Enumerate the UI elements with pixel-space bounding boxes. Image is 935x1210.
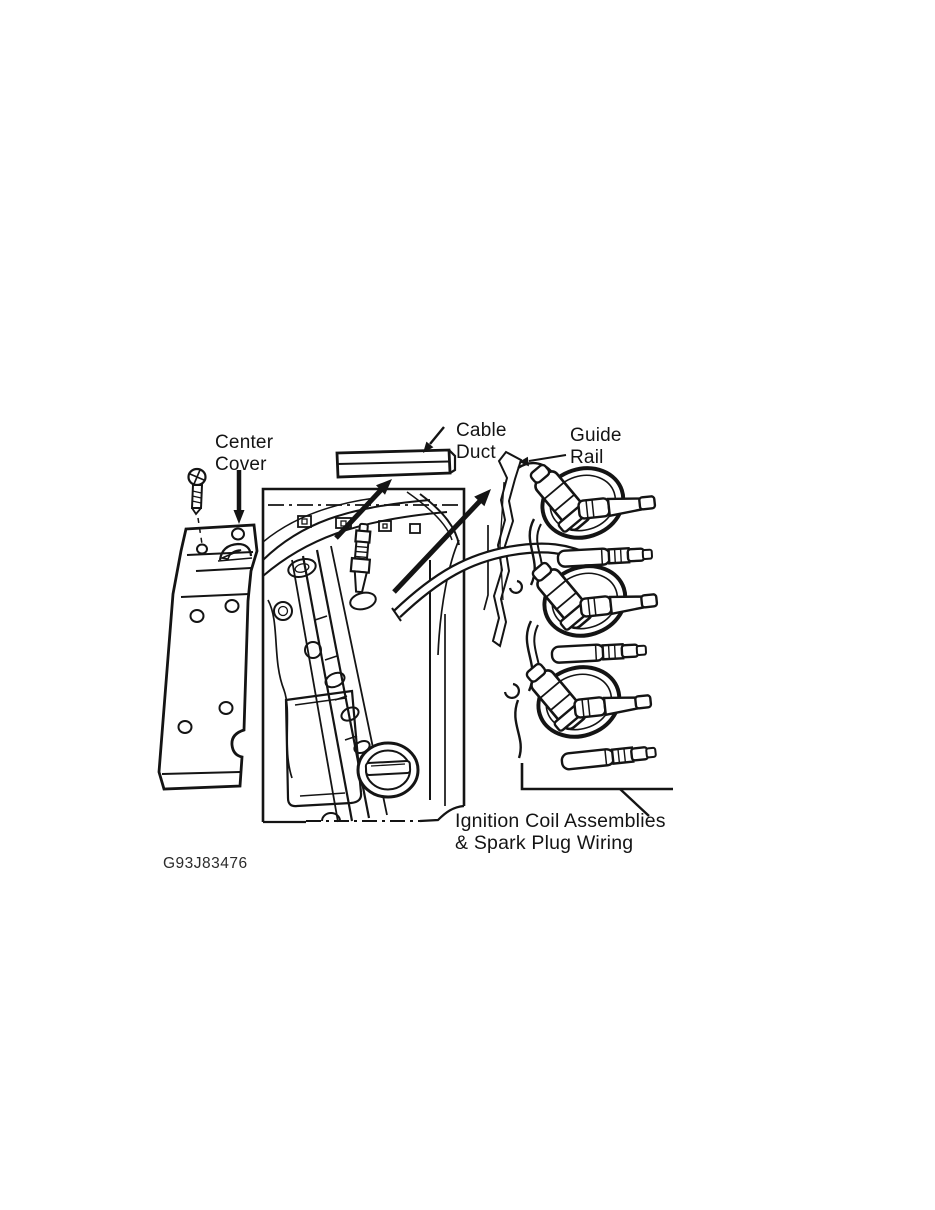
engine-closeup-drawing bbox=[263, 489, 464, 822]
spark-plug-drawing bbox=[349, 523, 373, 592]
spark-plug-wire-3 bbox=[561, 744, 656, 770]
ignition-coil-1 bbox=[522, 457, 656, 548]
ignition-coil-3 bbox=[518, 656, 652, 747]
guide-rail-label-line1: Guide bbox=[570, 425, 622, 446]
cable-duct-label-line1: Cable bbox=[456, 420, 507, 441]
oil-filler-cap-drawing bbox=[358, 743, 418, 797]
guide-rail-label-line2: Rail bbox=[570, 447, 604, 468]
center-cover-label-line1: Center bbox=[215, 432, 274, 453]
center-cover-drawing bbox=[159, 525, 257, 789]
ignition-coils-label-line2: & Spark Plug Wiring bbox=[455, 832, 634, 854]
coil-label-bracket bbox=[522, 763, 673, 816]
ignition-coil-2 bbox=[524, 555, 658, 646]
ignition-coils-label-line1: Ignition Coil Assemblies bbox=[455, 810, 666, 832]
center-cover-label bbox=[215, 432, 274, 475]
spark-plug-wire-1 bbox=[558, 546, 653, 567]
figure-code: G93J83476 bbox=[163, 855, 248, 872]
guide-rail-label bbox=[570, 425, 622, 468]
cable-duct-label-line2: Duct bbox=[456, 442, 496, 463]
cable-duct-drawing bbox=[337, 450, 455, 477]
ignition-coils-label bbox=[455, 810, 666, 854]
spark-plug-wire-2 bbox=[552, 642, 647, 663]
center-cover-label-line2: Cover bbox=[215, 454, 267, 475]
cable-duct-label bbox=[456, 420, 507, 463]
center-cover-arrow bbox=[234, 470, 245, 524]
